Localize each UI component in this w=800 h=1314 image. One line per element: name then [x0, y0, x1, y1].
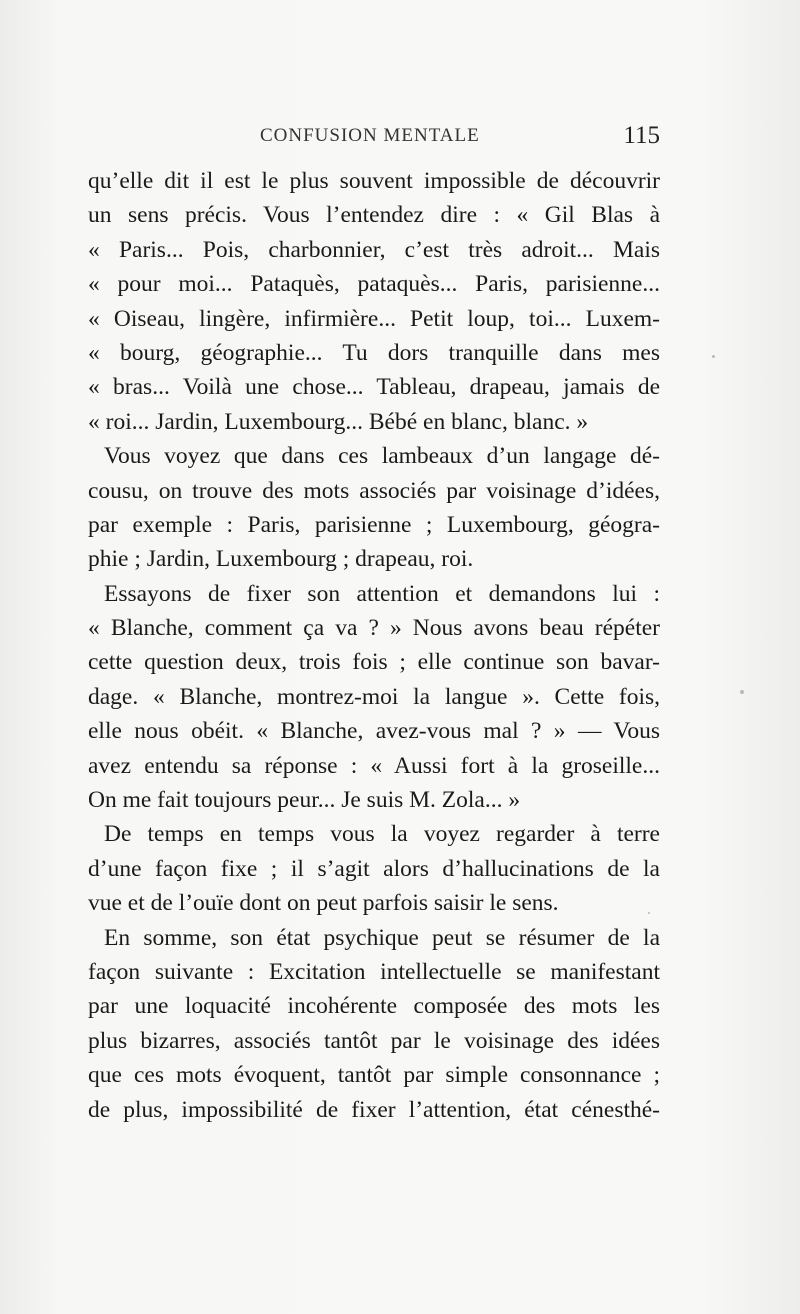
text-line: De temps en temps vous la voyez regarder à terre	[104, 821, 660, 848]
text-line: « pour moi... Pataquès, pataquès... Paris, parisienne...	[88, 271, 660, 298]
text-line: par exemple : Paris, parisienne ; Luxembourg, géogra-	[88, 511, 660, 538]
text-line: un sens précis. Vous l’entendez dire : « Gil Blas à	[88, 202, 660, 229]
text-line: dage. « Blanche, montrez-moi la langue ». Cette fois,	[88, 683, 660, 710]
text-line: Essayons de fixer son attention et demandons lui :	[104, 580, 660, 607]
text-line: d’une façon fixe ; il s’agit alors d’hallucinations de la	[88, 855, 660, 882]
paper-speck	[712, 355, 715, 358]
text-line: « bras... Voilà une chose... Tableau, drapeau, jamais de	[88, 374, 660, 401]
text-line: cette question deux, trois fois ; elle continue son bavar-	[88, 649, 660, 676]
text-line: « roi... Jardin, Luxembourg... Bébé en blanc, blanc. »	[88, 408, 589, 435]
body-text	[88, 164, 660, 1127]
text-line: « Oiseau, lingère, infirmière... Petit loup, toi... Luxem-	[88, 305, 660, 332]
text-line: phie ; Jardin, Luxembourg ; drapeau, roi.	[88, 546, 474, 573]
text-line: En somme, son état psychique peut se résumer de la	[104, 924, 660, 951]
text-line: vue et de l’ouïe dont on peut parfois saisir le sens.	[88, 890, 559, 917]
text-line: avez entendu sa réponse : « Aussi fort à la groseille...	[88, 752, 660, 779]
paper-speck	[740, 690, 744, 694]
text-line: façon suivante : Excitation intellectuelle se manifestant	[88, 958, 660, 985]
text-line: qu’elle dit il est le plus souvent impossible de découvrir	[88, 168, 660, 194]
text-line: On me fait toujours peur... Je suis M. Zola... »	[88, 787, 521, 814]
paper-speck	[648, 912, 650, 914]
text-line: cousu, on trouve des mots associés par voisinage d’idées,	[88, 477, 660, 504]
text-line: « Blanche, comment ça va ? » Nous avons beau répéter	[88, 615, 660, 642]
text-line: Vous voyez que dans ces lambeaux d’un langage dé-	[104, 443, 660, 470]
text-line: « bourg, géographie... Tu dors tranquille dans mes	[88, 339, 660, 366]
text-line: elle nous obéit. « Blanche, avez-vous mal ? » — Vous	[88, 718, 660, 745]
text-line: « Paris... Pois, charbonnier, c’est très adroit... Mais	[88, 236, 660, 263]
running-head	[88, 122, 660, 157]
text-line: par une loquacité incohérente composée des mots les	[88, 993, 660, 1020]
text-line: plus bizarres, associés tantôt par le voisinage des idées	[88, 1027, 660, 1054]
text-line: de plus, impossibilité de fixer l’attention, état cénesthé-	[88, 1096, 660, 1123]
running-title: CONFUSION MENTALE	[260, 125, 480, 146]
text-line: que ces mots évoquent, tantôt par simple consonnance ;	[88, 1062, 660, 1089]
page-number: 115	[623, 122, 660, 149]
